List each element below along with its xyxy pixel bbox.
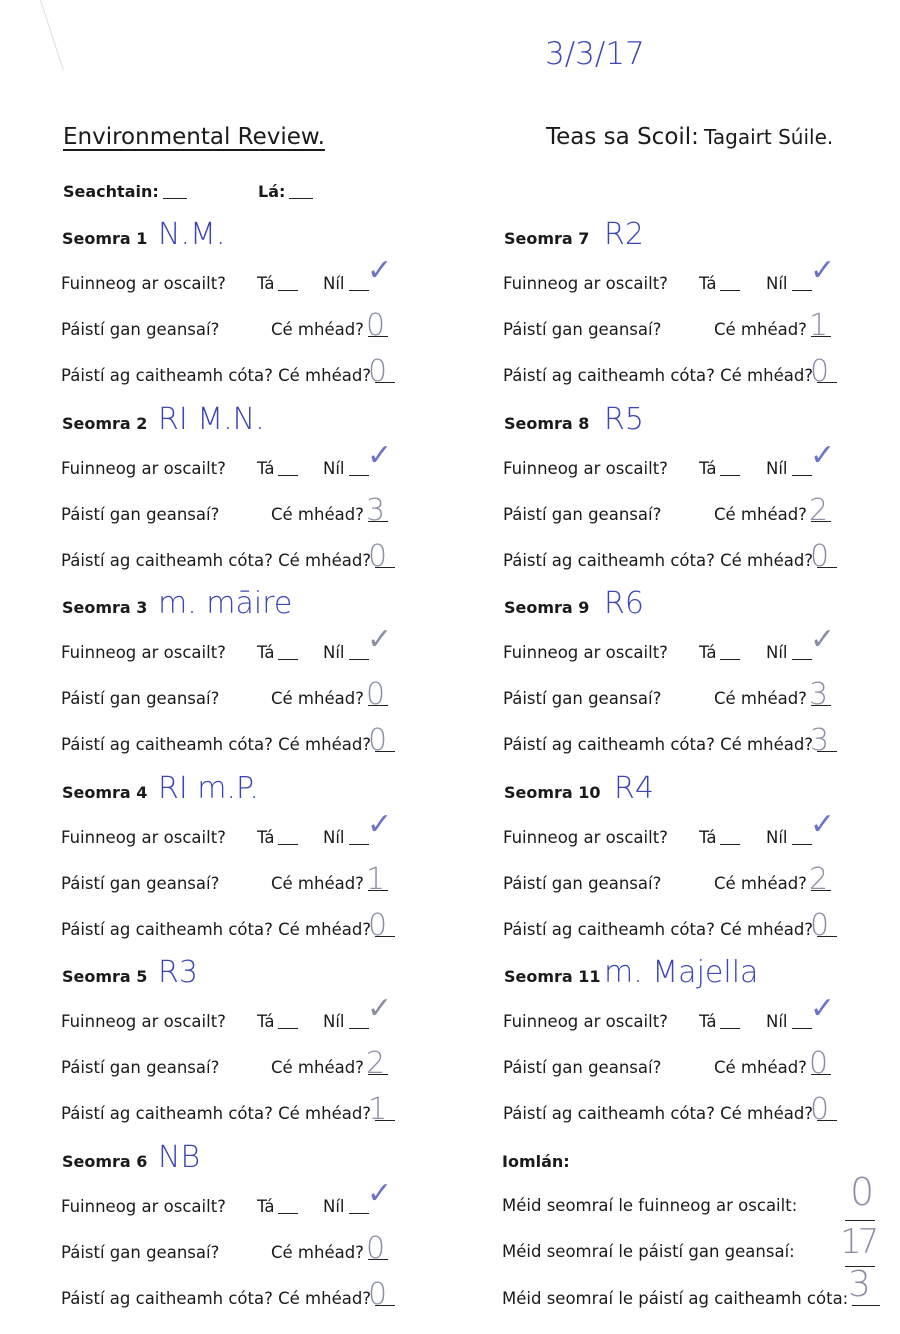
- jumper-count-value: 0: [366, 308, 386, 343]
- yes-blank: [720, 843, 740, 845]
- coat-count-value: 0: [810, 538, 830, 574]
- coat-question: [503, 551, 837, 570]
- no-option: [323, 459, 369, 478]
- yes-option: [699, 828, 740, 847]
- room-label: Seomra 7: [504, 229, 590, 248]
- window-question: Fuinneog ar oscailt?: [61, 274, 226, 293]
- check-mark-icon: ✓: [810, 437, 836, 473]
- how-many-label: Cé mhéad?: [271, 1058, 364, 1077]
- coat-question-label: Páistí ag caitheamh cóta?: [503, 919, 715, 939]
- yes-blank: [720, 658, 740, 660]
- jumper-count-value: 2: [809, 861, 829, 897]
- window-question: Fuinneog ar oscailt?: [503, 827, 668, 847]
- room-label: Seomra 11: [504, 967, 601, 986]
- no-jumper-question: Páistí gan geansaí?: [61, 504, 220, 524]
- coat-question-label: Páistí ag caitheamh cóta?: [503, 366, 715, 385]
- check-mark-icon: ✓: [367, 1175, 393, 1211]
- form-title: Environmental Review.: [63, 124, 325, 150]
- coat-question-label: Páistí ag caitheamh cóta?: [61, 550, 273, 570]
- day-label: Lá:: [258, 182, 286, 201]
- how-many-label: Cé mhéad?: [720, 919, 814, 939]
- coat-count-value: 0: [368, 538, 388, 574]
- how-many-label: Cé mhéad?: [271, 504, 364, 524]
- totals-windows-blank: [845, 1220, 875, 1221]
- room-label: Seomra 3: [62, 598, 148, 617]
- no-label: Níl: [766, 274, 788, 293]
- subtitle-sub: Tagairt Súile.: [704, 125, 834, 149]
- window-question: Fuinneog ar oscailt?: [503, 1012, 668, 1031]
- room-teacher: RI M.N.: [158, 401, 265, 437]
- no-jumper-question: Páistí gan geansaí?: [503, 873, 662, 893]
- coat-count-value: 0: [368, 907, 388, 943]
- check-mark-icon: ✓: [367, 253, 393, 288]
- window-question: Fuinneog ar oscailt?: [503, 458, 668, 478]
- no-jumper-question: Páistí gan geansaí?: [61, 1242, 220, 1262]
- check-mark-icon: ✓: [810, 253, 836, 288]
- how-many-label: Cé mhéad?: [278, 919, 372, 939]
- coat-question-label: Páistí ag caitheamh cóta?: [61, 1288, 273, 1308]
- yes-option: [257, 1197, 298, 1216]
- coat-question-label: Páistí ag caitheamh cóta?: [61, 735, 273, 754]
- no-blank: [349, 843, 369, 845]
- week-label: Seachtain:: [63, 182, 159, 201]
- no-blank: [792, 843, 812, 845]
- no-option: [766, 274, 812, 293]
- week-field: [63, 182, 187, 201]
- how-many-label: Cé mhéad?: [720, 366, 814, 385]
- coat-count-value: 3: [810, 723, 830, 758]
- no-option: [766, 643, 812, 662]
- totals-heading: Iomlán:: [502, 1152, 570, 1171]
- no-option: [323, 643, 369, 662]
- jumper-count-value: 0: [809, 1046, 829, 1081]
- how-many-label: Cé mhéad?: [714, 689, 807, 708]
- no-label: Níl: [766, 1012, 788, 1031]
- no-option: [766, 828, 812, 847]
- yes-blank: [278, 1027, 298, 1029]
- coat-question: [61, 1289, 395, 1308]
- no-label: Níl: [323, 458, 345, 478]
- yes-option: [257, 643, 298, 662]
- totals-jumper-row: [502, 1242, 795, 1261]
- how-many-label: Cé mhéad?: [271, 873, 364, 893]
- how-many-label: Cé mhéad?: [278, 550, 372, 570]
- no-blank: [349, 289, 369, 291]
- coat-count-value: 0: [810, 354, 830, 389]
- how-many-label: Cé mhéad?: [714, 320, 807, 339]
- window-question: Fuinneog ar oscailt?: [503, 274, 668, 293]
- yes-blank: [720, 289, 740, 291]
- coat-question: [503, 735, 837, 754]
- no-blank: [792, 1027, 812, 1029]
- jumper-count-value: 3: [809, 677, 829, 712]
- yes-option: [699, 1012, 740, 1031]
- yes-option: [257, 1012, 298, 1031]
- check-mark-icon: ✓: [810, 806, 836, 842]
- check-mark-icon: ✓: [367, 991, 393, 1026]
- no-blank: [792, 474, 812, 476]
- jumper-count-value: 2: [809, 492, 829, 528]
- how-many-label: Cé mhéad?: [714, 504, 807, 524]
- coat-question-label: Páistí ag caitheamh cóta?: [503, 735, 715, 754]
- yes-blank: [278, 1212, 298, 1214]
- how-many-label: Cé mhéad?: [720, 1104, 814, 1123]
- no-option: [323, 1012, 369, 1031]
- coat-question-label: Páistí ag caitheamh cóta?: [61, 1104, 273, 1123]
- yes-option: [257, 459, 298, 478]
- totals-coat-row: [502, 1289, 880, 1308]
- room-label: Seomra 4: [62, 782, 148, 802]
- yes-blank: [278, 289, 298, 291]
- day-blank: [289, 197, 313, 199]
- room-label: Seomra 5: [62, 967, 148, 986]
- no-blank: [349, 474, 369, 476]
- room-label: Seomra 1: [62, 229, 148, 248]
- totals-windows-value: 0: [850, 1170, 875, 1214]
- yes-blank: [278, 658, 298, 660]
- window-question: Fuinneog ar oscailt?: [503, 643, 668, 662]
- how-many-label: Cé mhéad?: [278, 1104, 372, 1123]
- room-teacher: RI m.P.: [158, 770, 259, 806]
- coat-question-label: Páistí ag caitheamh cóta?: [503, 1104, 715, 1123]
- room-teacher: R4: [614, 770, 654, 806]
- yes-label: Tá: [699, 458, 717, 478]
- jumper-count-value: 3: [366, 492, 386, 528]
- no-jumper-question: Páistí gan geansaí?: [61, 873, 220, 893]
- room-label: Seomra 2: [62, 413, 148, 433]
- totals-coat-value: 3: [848, 1264, 871, 1305]
- totals-coat-label: Méid seomraí le páistí ag caitheamh cóta:: [502, 1289, 849, 1308]
- room-teacher: m. Majella: [604, 955, 759, 990]
- room-label: Seomra 8: [504, 413, 590, 433]
- coat-count-value: 0: [368, 354, 388, 389]
- coat-question: [61, 366, 395, 385]
- coat-question: [503, 920, 837, 939]
- window-question: Fuinneog ar oscailt?: [61, 1196, 226, 1216]
- no-label: Níl: [766, 827, 788, 847]
- check-mark-icon: ✓: [810, 991, 836, 1026]
- week-blank: [163, 197, 187, 199]
- no-jumper-question: Páistí gan geansaí?: [61, 1058, 220, 1077]
- window-question: Fuinneog ar oscailt?: [61, 827, 226, 847]
- yes-label: Tá: [699, 274, 717, 293]
- form-subtitle: [546, 124, 833, 150]
- how-many-label: Cé mhéad?: [720, 735, 814, 754]
- check-mark-icon: ✓: [367, 622, 393, 657]
- totals-windows-label: Méid seomraí le fuinneog ar oscailt:: [502, 1196, 798, 1215]
- room-label: Seomra 6: [62, 1151, 148, 1171]
- window-question: Fuinneog ar oscailt?: [61, 458, 226, 478]
- room-teacher: R2: [604, 217, 644, 252]
- totals-jumper-value: 17: [840, 1222, 876, 1262]
- room-teacher: m. māire: [158, 586, 293, 621]
- yes-blank: [278, 474, 298, 476]
- no-jumper-question: Páistí gan geansaí?: [61, 320, 220, 339]
- check-mark-icon: ✓: [367, 806, 393, 842]
- how-many-label: Cé mhéad?: [720, 550, 814, 570]
- handwritten-date: 3/3/17: [545, 36, 645, 72]
- yes-label: Tá: [257, 1196, 275, 1216]
- how-many-label: Cé mhéad?: [278, 1288, 372, 1308]
- how-many-label: Cé mhéad?: [714, 873, 807, 893]
- no-label: Níl: [766, 643, 788, 662]
- yes-label: Tá: [699, 643, 717, 662]
- room-label: Seomra 10: [504, 782, 601, 802]
- coat-question-label: Páistí ag caitheamh cóta?: [503, 550, 715, 570]
- no-blank: [349, 1212, 369, 1214]
- day-field: [258, 182, 313, 201]
- coat-question: [61, 551, 395, 570]
- check-mark-icon: ✓: [367, 437, 393, 473]
- how-many-label: Cé mhéad?: [271, 1242, 364, 1262]
- coat-question-label: Páistí ag caitheamh cóta?: [61, 366, 273, 385]
- no-blank: [792, 289, 812, 291]
- room-teacher: R3: [158, 955, 198, 990]
- how-many-label: Cé mhéad?: [271, 320, 364, 339]
- coat-question: [503, 1104, 837, 1123]
- no-label: Níl: [323, 827, 345, 847]
- coat-count-value: 1: [368, 1092, 388, 1127]
- page-edge-crease: [0, 0, 64, 70]
- no-option: [323, 274, 369, 293]
- jumper-count-value: 0: [366, 1230, 386, 1266]
- coat-count-value: 0: [810, 907, 830, 943]
- room-teacher: R5: [604, 401, 644, 437]
- totals-jumper-label: Méid seomraí le páistí gan geansaí:: [502, 1242, 795, 1261]
- yes-option: [257, 828, 298, 847]
- how-many-label: Cé mhéad?: [271, 689, 364, 708]
- coat-question: [61, 735, 395, 754]
- room-label: Seomra 9: [504, 598, 590, 617]
- yes-label: Tá: [699, 827, 717, 847]
- subtitle-main: Teas sa Scoil:: [546, 124, 699, 150]
- no-blank: [349, 658, 369, 660]
- yes-label: Tá: [699, 1012, 717, 1031]
- yes-option: [699, 459, 740, 478]
- yes-blank: [278, 843, 298, 845]
- room-teacher: NB: [158, 1139, 201, 1175]
- jumper-count-value: 2: [366, 1046, 386, 1081]
- yes-blank: [720, 1027, 740, 1029]
- how-many-label: Cé mhéad?: [278, 735, 372, 754]
- no-jumper-question: Páistí gan geansaí?: [503, 320, 662, 339]
- coat-question-label: Páistí ag caitheamh cóta?: [61, 919, 273, 939]
- no-option: [766, 459, 812, 478]
- yes-label: Tá: [257, 458, 275, 478]
- jumper-count-value: 0: [366, 677, 386, 712]
- no-option: [323, 1197, 369, 1216]
- coat-count-value: 0: [810, 1092, 830, 1127]
- no-jumper-question: Páistí gan geansaí?: [503, 1058, 662, 1077]
- how-many-label: Cé mhéad?: [714, 1058, 807, 1077]
- no-blank: [792, 658, 812, 660]
- no-option: [323, 828, 369, 847]
- no-jumper-question: Páistí gan geansaí?: [503, 689, 662, 708]
- no-label: Níl: [766, 458, 788, 478]
- no-label: Níl: [323, 1012, 345, 1031]
- room-teacher: R6: [604, 586, 644, 621]
- no-label: Níl: [323, 1196, 345, 1216]
- yes-label: Tá: [257, 1012, 275, 1031]
- window-question: Fuinneog ar oscailt?: [61, 1012, 226, 1031]
- room-teacher: N.M.: [158, 217, 226, 252]
- coat-count-value: 0: [368, 723, 388, 758]
- window-question: Fuinneog ar oscailt?: [61, 643, 226, 662]
- jumper-count-value: 1: [809, 308, 829, 343]
- yes-blank: [720, 474, 740, 476]
- no-option: [766, 1012, 812, 1031]
- check-mark-icon: ✓: [810, 622, 836, 657]
- jumper-count-value: 1: [366, 861, 386, 897]
- yes-option: [699, 643, 740, 662]
- no-blank: [349, 1027, 369, 1029]
- no-jumper-question: Páistí gan geansaí?: [503, 504, 662, 524]
- coat-question: [61, 1104, 395, 1123]
- totals-windows-row: [502, 1196, 797, 1215]
- no-label: Níl: [323, 274, 345, 293]
- coat-count-value: 0: [368, 1276, 388, 1312]
- yes-label: Tá: [257, 274, 275, 293]
- how-many-label: Cé mhéad?: [278, 366, 372, 385]
- no-jumper-question: Páistí gan geansaí?: [61, 689, 220, 708]
- coat-question: [503, 366, 837, 385]
- yes-label: Tá: [257, 827, 275, 847]
- yes-option: [699, 274, 740, 293]
- no-label: Níl: [323, 643, 345, 662]
- coat-question: [61, 920, 395, 939]
- yes-label: Tá: [257, 643, 275, 662]
- yes-option: [257, 274, 298, 293]
